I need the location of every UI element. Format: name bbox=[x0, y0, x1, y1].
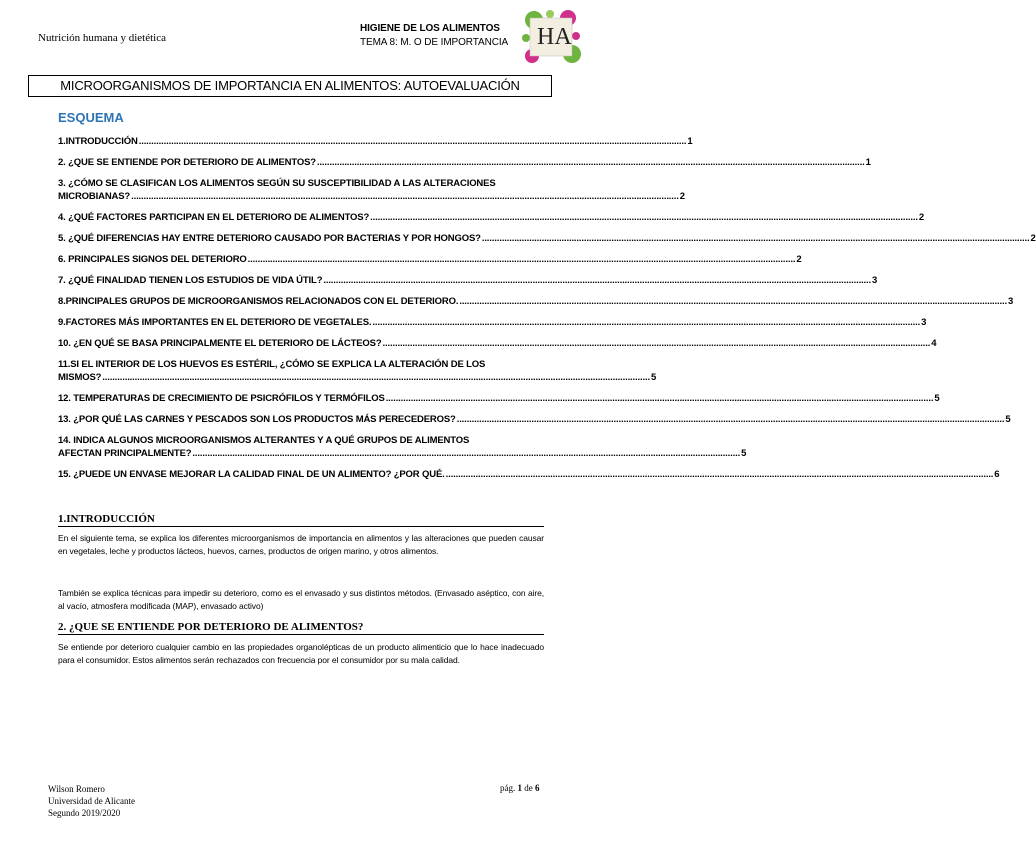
toc-entry[interactable] bbox=[58, 413, 1011, 426]
toc-entry-row bbox=[58, 232, 1036, 245]
toc-entry[interactable] bbox=[58, 316, 927, 329]
dot-leader: ............................................................................................................................................................................................................................ bbox=[372, 317, 921, 328]
toc-page-number: 3 bbox=[872, 275, 878, 286]
toc-page-number: 1 bbox=[687, 136, 693, 147]
esquema-heading: ESQUEMA bbox=[58, 110, 124, 125]
toc-entry-title: 11.SI EL INTERIOR DE LOS HUEVOS ES ESTÉRIL, ¿CÓMO SE EXPLICA LA ALTERACIÓN DE LOS bbox=[58, 359, 486, 370]
toc-entry-title: 6. PRINCIPALES SIGNOS DEL DETERIORO bbox=[58, 254, 247, 265]
dot-leader: ............................................................................................................................................................................................................................ bbox=[138, 136, 687, 147]
toc-entry[interactable] bbox=[58, 295, 1014, 308]
dot-leader: ............................................................................................................................................................................................................................ bbox=[131, 191, 679, 202]
course-name: Nutrición humana y dietética bbox=[38, 32, 166, 44]
university-name: Universidad de Alicante bbox=[48, 796, 135, 806]
toc-page-number: 2 bbox=[918, 212, 924, 223]
toc-page-number: 2 bbox=[679, 191, 685, 202]
toc-entry-title: 2. ¿QUE SE ENTIENDE POR DETERIORO DE ALIMENTOS? bbox=[58, 157, 316, 168]
toc-entry-title: 15. ¿PUEDE UN ENVASE MEJORAR LA CALIDAD FINAL DE UN ALIMENTO? ¿POR QUÉ. bbox=[58, 469, 445, 480]
toc-entry-title: 7. ¿QUÉ FINALIDAD TIENEN LOS ESTUDIOS DE VIDA ÚTIL? bbox=[58, 275, 323, 286]
toc-entry-row bbox=[58, 135, 693, 148]
toc-page-number: 5 bbox=[934, 393, 940, 404]
toc-page-number: 5 bbox=[650, 372, 657, 383]
toc-entry-row bbox=[58, 371, 657, 384]
toc-entry-row bbox=[58, 392, 940, 405]
toc-entry-title: 3. ¿CÓMO SE CLASIFICAN LOS ALIMENTOS SEGÚN SU SUSCEPTIBILIDAD A LAS ALTERACIONES bbox=[58, 178, 496, 189]
subject-name: HIGIENE DE LOS ALIMENTOS bbox=[360, 23, 500, 34]
page-prefix: pág. bbox=[500, 783, 518, 793]
toc-entry-title: 5. ¿QUÉ DIFERENCIAS HAY ENTRE DETERIORO CAUSADO POR BACTERIAS Y POR HONGOS? bbox=[58, 233, 481, 244]
toc-entry-title-continued: AFECTAN PRINCIPALMENTE? bbox=[58, 448, 192, 459]
toc-entry-title: 8.PRINCIPALES GRUPOS DE MICROORGANISMOS RELACIONADOS CON EL DETERIORO. bbox=[58, 296, 459, 307]
dot-leader: ............................................................................................................................................................................................................................ bbox=[481, 233, 1030, 244]
toc-entry-row bbox=[58, 274, 878, 287]
toc-entry-row bbox=[58, 413, 1011, 426]
toc-entry-title: 13. ¿POR QUÉ LAS CARNES Y PESCADOS SON LOS PRODUCTOS MÁS PERECEDEROS? bbox=[58, 414, 456, 425]
toc-entry-row bbox=[58, 337, 937, 350]
dot-leader: ............................................................................................................................................................................................................................ bbox=[102, 372, 650, 383]
toc-entry-title-continued: MICROBIANAS? bbox=[58, 191, 131, 202]
toc-entry-title-continued: MISMOS? bbox=[58, 372, 102, 383]
toc-entry-title: 4. ¿QUÉ FACTORES PARTICIPAN EN EL DETERIORO DE ALIMENTOS? bbox=[58, 212, 370, 223]
page-separator: de bbox=[522, 783, 535, 793]
dot-leader: ............................................................................................................................................................................................................................ bbox=[316, 157, 865, 168]
intro-paragraph-1: En el siguiente tema, se explica los diferentes microorganismos de importancia en alimentos y las alteraciones que pueden causar en vegetales, leche y productos lácteos, huevos, carnes, productos de origen marino, y otros alimentos. bbox=[58, 533, 544, 556]
deterioro-paragraph: Se entiende por deterioro cualquier cambio en las propiedades organolépticas de un producto alimenticio que lo hace inadecuado para el consumidor. Estos alimentos serán rechazados con frecuencia por el consumidor por su mala calidad. bbox=[58, 642, 544, 665]
author-name: Wilson Romero bbox=[48, 784, 105, 794]
page-total: 6 bbox=[535, 783, 540, 793]
page-number: 1 bbox=[517, 783, 522, 793]
toc-entry-row bbox=[58, 156, 871, 169]
header-subject-block bbox=[360, 22, 508, 50]
section-heading-introduccion: 1.INTRODUCCIÓN bbox=[58, 513, 544, 527]
toc-page-number: 6 bbox=[994, 469, 1000, 480]
toc-page-number: 2 bbox=[1030, 233, 1036, 244]
toc-entry[interactable] bbox=[58, 156, 871, 169]
dot-leader: ............................................................................................................................................................................................................................ bbox=[445, 469, 994, 480]
dot-leader: ............................................................................................................................................................................................................................ bbox=[192, 448, 741, 459]
toc-entry[interactable] bbox=[58, 358, 657, 384]
intro-paragraph-2: También se explica técnicas para impedir su deterioro, como es el envasado y sus distintos métodos. (Envasado aséptico, con aire, al vacío, atmosfera modificada (MAP), envasado activo) bbox=[58, 588, 544, 611]
toc-entry-row bbox=[58, 468, 1000, 481]
toc-entry[interactable] bbox=[58, 392, 940, 405]
table-of-contents bbox=[58, 135, 1036, 489]
dot-leader: ............................................................................................................................................................................................................................ bbox=[385, 393, 934, 404]
page-counter bbox=[500, 783, 540, 793]
dot-leader: ............................................................................................................................................................................................................................ bbox=[323, 275, 872, 286]
toc-entry-row bbox=[58, 316, 927, 329]
toc-entry[interactable] bbox=[58, 434, 747, 460]
toc-entry-title: 12. TEMPERATURAS DE CRECIMIENTO DE PSICRÓFILOS Y TERMÓFILOS bbox=[58, 393, 385, 404]
toc-entry-title: 1.INTRODUCCIÓN bbox=[58, 136, 138, 147]
toc-entry[interactable] bbox=[58, 468, 1000, 481]
toc-entry-row bbox=[58, 253, 802, 266]
toc-entry-row bbox=[58, 190, 685, 203]
dot-leader: ............................................................................................................................................................................................................................ bbox=[370, 212, 918, 223]
toc-page-number: 5 bbox=[741, 448, 747, 459]
toc-entry[interactable] bbox=[58, 274, 878, 287]
dot-leader: ............................................................................................................................................................................................................................ bbox=[247, 254, 796, 265]
section-heading-deterioro: 2. ¿QUE SE ENTIENDE POR DETERIORO DE ALIMENTOS? bbox=[58, 621, 544, 635]
dot-leader: ............................................................................................................................................................................................................................ bbox=[456, 414, 1005, 425]
course-year: Segundo 2019/2020 bbox=[48, 808, 121, 818]
toc-entry-row bbox=[58, 211, 924, 224]
toc-page-number: 1 bbox=[865, 157, 871, 168]
document-title: MICROORGANISMOS DE IMPORTANCIA EN ALIMENTOS: AUTOEVALUACIÓN bbox=[28, 75, 552, 97]
toc-entry-title: 14. INDICA ALGUNOS MICROORGANISMOS ALTERANTES Y A QUÉ GRUPOS DE ALIMENTOS bbox=[58, 435, 470, 446]
toc-entry-title: 9.FACTORES MÁS IMPORTANTES EN EL DETERIORO DE VEGETALES. bbox=[58, 317, 372, 328]
toc-page-number: 5 bbox=[1005, 414, 1011, 425]
toc-entry[interactable] bbox=[58, 135, 693, 148]
toc-entry[interactable] bbox=[58, 177, 685, 203]
dot-leader: ............................................................................................................................................................................................................................ bbox=[382, 338, 931, 349]
topic-name: TEMA 8: M. O DE IMPORTANCIA bbox=[360, 37, 509, 48]
toc-page-number: 2 bbox=[796, 254, 802, 265]
toc-entry[interactable] bbox=[58, 232, 1036, 245]
toc-entry[interactable] bbox=[58, 337, 937, 350]
footer-author-block bbox=[48, 783, 135, 819]
logo-letters: HA bbox=[537, 24, 572, 50]
toc-page-number: 3 bbox=[1008, 296, 1014, 307]
toc-entry-row bbox=[58, 447, 747, 460]
toc-page-number: 4 bbox=[931, 338, 937, 349]
toc-entry-title: 10. ¿EN QUÉ SE BASA PRINCIPALMENTE EL DETERIORO DE LÁCTEOS? bbox=[58, 338, 382, 349]
toc-page-number: 3 bbox=[921, 317, 927, 328]
toc-entry[interactable] bbox=[58, 211, 924, 224]
toc-entry-row bbox=[58, 295, 1014, 308]
toc-entry[interactable] bbox=[58, 253, 802, 266]
dot-leader: ............................................................................................................................................................................................................................ bbox=[459, 296, 1007, 307]
